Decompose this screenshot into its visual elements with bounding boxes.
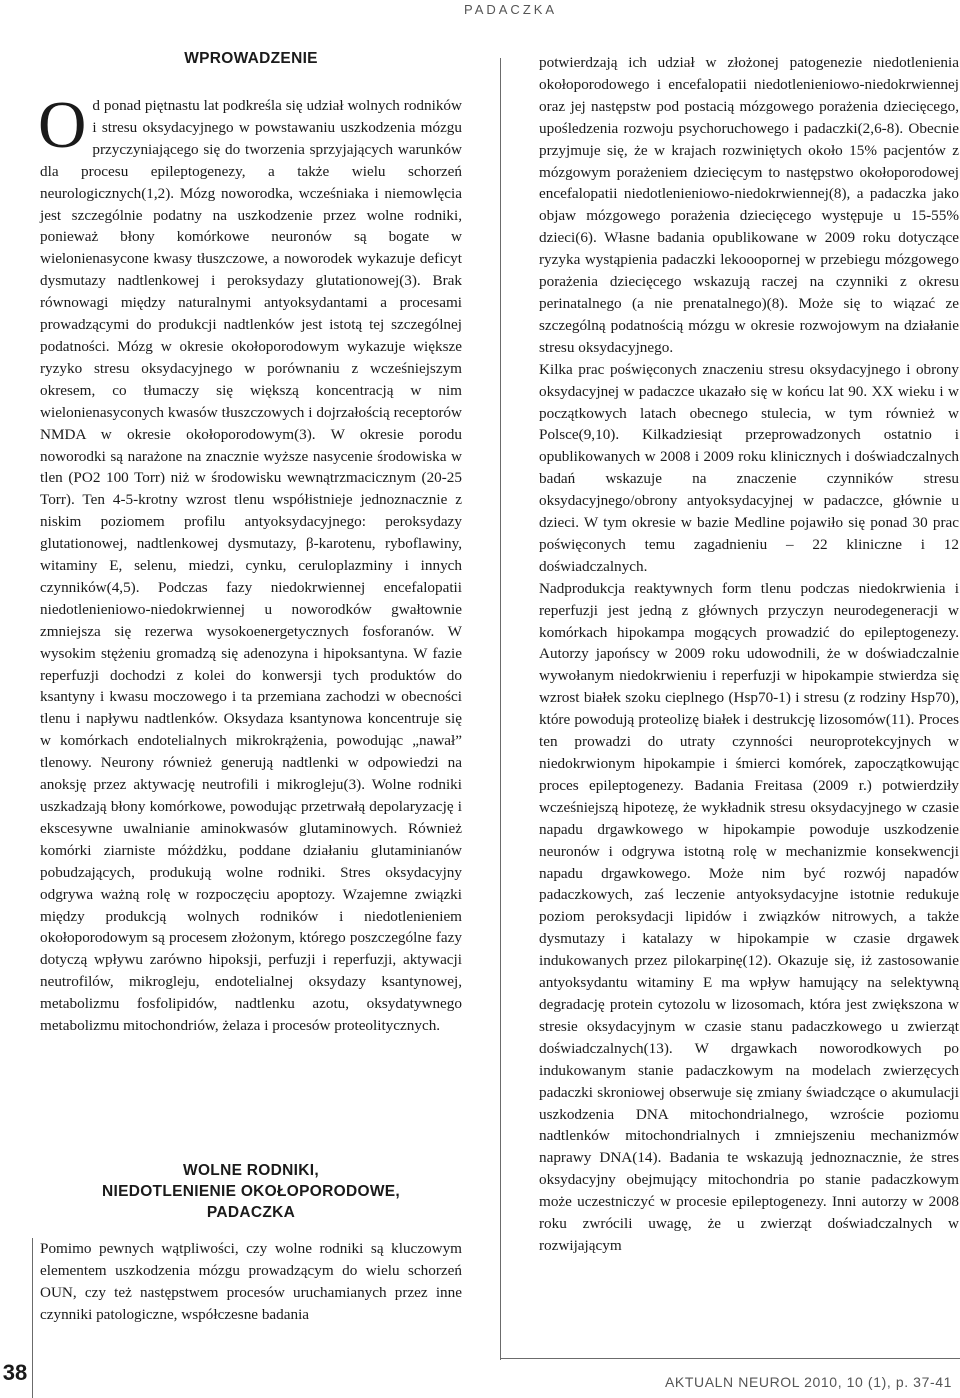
heading-line-1: WOLNE RODNIKI, [183,1162,319,1179]
footer-divider [500,1358,960,1359]
right-column-text [539,52,959,1257]
section-header: PADACZKA [464,2,558,17]
heading-line-3: PADACZKA [206,1204,296,1221]
section-heading-free-radicals [40,1160,462,1223]
left-column-text [38,88,462,1037]
heading-line-2: NIEDOTLENIENIE OKOŁOPORODOWE, [101,1183,401,1200]
page-number-divider [32,1238,33,1398]
journal-citation-footer: AKTUALN NEUROL 2010, 10 (1), p. 37-41 [664,1374,952,1390]
column-divider [500,58,501,1360]
left-column-bottom-text [40,1238,462,1326]
intro-paragraph-text: d ponad piętnastu lat podkreśla się udział wolnych rodników i stresu oksydacyjnego w powstawaniu uszkodzenia mózgu przyczyniającego się do tworzenia sprzyjających warunków dla procesu epileptogenezy, a także wielu schorzeń neurologicznych(1,2). Mózg noworodka, wcześniaka i niemowlęcia jest szczególnie podatny na uszkodzenie przez wolne rodniki, ponieważ błony komórkowe neuronów są bogate w wielonienasycone kwasy tłuszczowe, a noworodek wykazuje deficyt dysmutazy nadtlenkowej i peroksydazy glutationowej(3). Brak równowagi między naturalnymi antyoksydantami a procesami prowadzącymi do produkcji nadtlenków jest istotą tej szczególnej podatności. Mózg w okresie okołoporodowym wykazuje większe ryzyko stresu oksydacyjnego w porównaniu z wcześniejszym okresem, co tłumaczy się większą koncentracją w nim wielonienasyconych kwasów tłuszczowych i dojrzałością receptorów NMDA w okresie okołoporodowym(3). W okresie porodu noworodki są narażone na znacznie wyższe nasycenie środowiska w tlen (PO2 100 Torr) niż w środowisku wewnątrzmacicznym (20-25 Torr). Ten 4-5-krotny wzrost tlenu współistnieje jednoznacznie z niskim poziomem profilu antyoksydacyjnego: peroksydazy glutationowej, nadtlenkowej dysmutazy, β-karotenu, ryboflawiny, witaminy E, selenu, miedzi, cynku, ceruloplazminy i innych czynników(4,5). Podczas fazy niedokrwiennej encefalopatii niedotlenieniowo-niedokrwiennej u noworodków gwałtownie zmniejsza się rezerwa wysokoenergetycznych fosforanów. W wysokim stężeniu gromadzą się adenozyna i hipoksantyna. W fazie reperfuzji dochodzi z kolei do konwersji tych produktów do ksantyny i kwasu moczowego i ta przemiana zachodzi w obecności tlenu i napływu nadtlenków. Oksydaza ksantynowa koncentruje się w komórkach endotelialnych mikrokrążenia, powodując „nawał” tlenowy. Neurony również generują nadtlenki w odpowiedzi na anoksję przez aktywację neutrofili i mikrogleju(3). Wolne rodniki uszkadzają błony komórkowe, powodując przetrwałą depolaryzację i ekscesywne uwalnianie aminokwasów glutaminowych. Również komórki ziarniste móżdżku, poddane działaniu glutaminianów pobudzających, produkują wolne rodniki. Stres oksydacyjny odgrywa ważną rolę w rozpoczęciu apoptozy. Wzajemne związki między produkcją wolnych rodników i niedotlenieniem okołoporodowym są procesem złożonym, którego poszczególne fazy dotyczą wpływu zarówno hipoksji, perfuzji i reperfuzji, aktywacji neutrofilów, mikrogleju, endotelialnej oksydazy ksantynowej, metabolizmu fosfolipidów, nadtlenku azotu, oksydatywnego metabolizmu mitochondriów, żelaza i procesów proteolitycznych. [40,97,462,1035]
intro-paragraph [38,88,462,1037]
top-divider [40,20,460,21]
right-paragraph-3: Nadprodukcja reaktywnych form tlenu podczas niedokrwienia i reperfuzji jest jedną z głównych przyczyn neurodegeneracji w komórkach hipokampa mogących prowadzić do epileptogenezy. Autorzy japońscy w 2009 roku udowodnili, że w doświadczalnie wywołanym niedokrwieniu i reperfuzji w hipokampie stwierdza się wzrost białek szoku cieplnego (Hsp70-1) i stresu (z rodziny Hsp70), które powodują proteolizę białek i destrukcję lizosomów(11). Proces ten prowadzi do utraty czynności neuroprotekcyjnych w niedokrwionym hipokampie i śmierci komórek, zapoczątkowując proces epileptogenezy. Badania Freitasa (2009 r.) potwierdziły wcześniejszą hipotezę, że wykładnik stresu oksydacyjnego w czasie napadu drgawkowego w hipokampie powoduje uszkodzenie neuronów i odgrywa istotną rolę w mechanizmie konsekwencji napadu drgawkowego. Może nim być rozwój napadów padaczkowych, zaś leczenie antyoksydacyjne istotnie redukuje poziom peroksydacji lipidów i związków nitrowych, a także dysmutazy i katalazy w hipokampie w czasie drgawek indukowanych przez pilokarpinę(12). Okazuje się, iż zastosowanie antyoksydantu witaminy E ma wpływ hamujący na selektywną degradację protein cytozolu w lizosomach, która jest zwiększona w stresie oksydacyjnym w czasie stanu padaczkowego u zwierząt doświadczalnych(13). W drgawkach noworodkowych po indukowanym stanie padaczkowym na modelach zwierzęcych padaczki skroniowej obserwuje się zmiany świadczące o akumulacji uszkodzenia DNA mitochondrialnego, wzroście poziomu nadtlenków mitochondrialnych i zmniejszeniu mechanizmów naprawy DNA(14). Badania te wskazują jednoznacznie, że stres oksydacyjny obejmujący mitochondria po stanie padaczkowym może uczestniczyć w procesie epileptogenezy. Inni autorzy w 2008 roku zwrócili uwagę, że u zwierząt doświadczalnych w rozwijającym [539,579,959,1254]
drop-cap: O [38,88,87,162]
right-paragraph-1: potwierdzają ich udział w złożonej patogenezie niedotlenienia okołoporodowego i encefalopatii niedotlenieniowo-niedokrwiennej oraz jej następstw pod postacią mózgowego porażenia dziecięcego, upośledzenia rozwoju psychoruchowego i padaczki(2,6-8). Obecnie przyjmuje się, że w krajach rozwiniętych około 15% pacjentów z mózgowym porażeniem dziecięcym to następstwo okołoporodowej encefalopatii niedotlenieniowo-niedokrwiennej(8), a padaczka jako objaw mózgowego porażenia dziecięcego występuje u 15-55% dzieci(6). Własne badania opublikowane w 2009 roku dotyczące ryzyka wystąpienia padaczki lekooopornej w przebiegu mózgowego porażenia dziecięcego wskazują raczej na czynniki z okresu perinatalnego (a nie prenatalnego)(8). Może się to wiązać ze szczególną podatnością mózgu w okresie rozwojowym na działanie stresu oksydacyjnego. [539,54,959,356]
right-paragraph-2: Kilka prac poświęconych znaczeniu stresu oksydacyjnego i obrony oksydacyjnej w padaczce ukazało się w końcu lat 90. XX wieku i w początkowych latach obecnego stulecia, w tym również w Polsce(9,10). Kilkadziesiąt przeprowadzonych ostatnio i opublikowanych w 2008 i 2009 roku klinicznych i doświadczalnych badań wskazuje na znaczenie czynników stresu oksydacyjnego/obrony antyoksydacyjnej w padaczce, głównie u dzieci. W tym okresie w bazie Medline pojawiło się ponad 30 prac poświęconych temu zagadnieniu – 22 kliniczne i 12 doświadczalnych. [539,360,959,575]
section-heading-introduction: WPROWADZENIE [184,50,318,67]
free-radicals-paragraph: Pomimo pewnych wątpliwości, czy wolne rodniki są kluczowym elementem uszkodzenia mózgu prowadzącym do wielu schorzeń OUN, czy też następstwem procesów uruchamianych przez inne czynniki patologiczne, współczesne badania [40,1240,462,1323]
page-number: 38 [2,1360,28,1385]
